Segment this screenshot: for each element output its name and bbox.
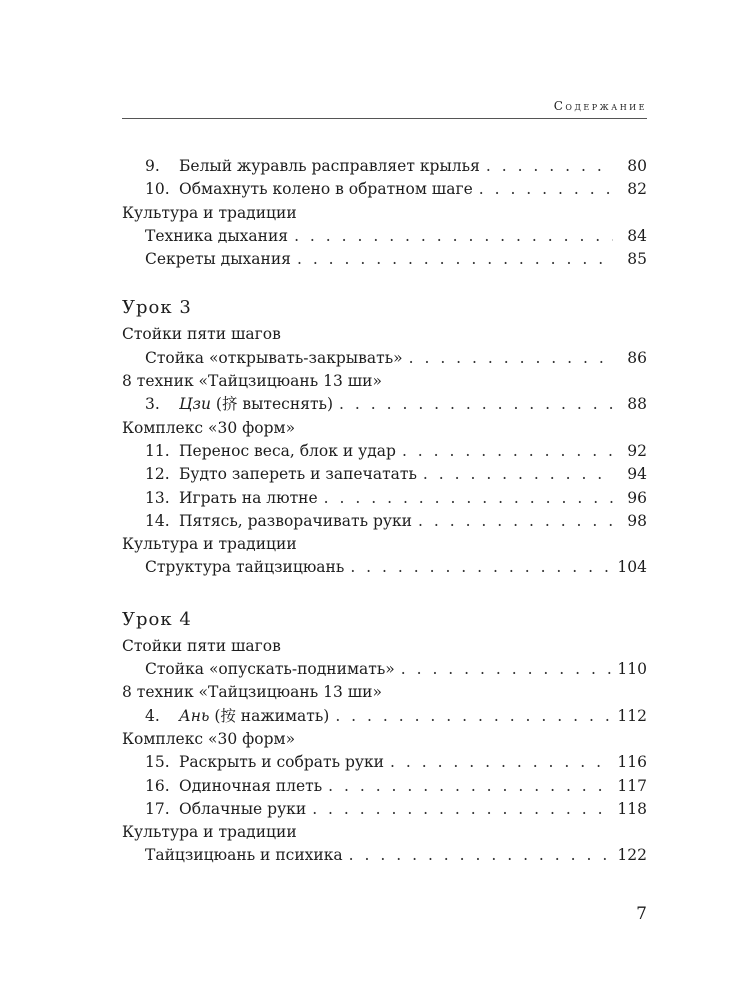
entry-title: Пятясь, разворачивать руки (179, 511, 413, 530)
entry-title: Стойка «опускать-поднимать» (145, 660, 395, 679)
page-number: 7 (636, 904, 647, 924)
entry-number: 16. (145, 776, 170, 795)
entry-title: Секреты дыхания (145, 250, 291, 269)
entry-title: Одиночная плеть (179, 776, 323, 795)
dot-leader (328, 775, 611, 798)
toc-entry[interactable] (122, 225, 647, 248)
entry-title: Белый журавль расправляет крылья (179, 157, 480, 175)
toc-entry[interactable] (122, 798, 647, 821)
entry-page: 116 (617, 753, 647, 772)
entry-title (179, 393, 333, 416)
entry-page: 92 (627, 441, 647, 460)
entry-title: Облачные руки (179, 799, 307, 818)
entry-page: 94 (627, 465, 647, 484)
entry-title (179, 705, 329, 728)
entry-page: 98 (627, 511, 647, 530)
entry-title: Стойка «открывать-закрывать» (145, 348, 403, 367)
entry-number: 4. (145, 706, 160, 725)
entry-number: 12. (145, 465, 170, 484)
entry-page: 118 (617, 799, 647, 818)
toc-entry[interactable] (122, 705, 647, 728)
entry-page: 104 (617, 558, 647, 577)
toc-entry[interactable] (122, 487, 647, 510)
dot-leader (409, 347, 613, 370)
dot-leader (423, 463, 613, 486)
entry-title: Будто запереть и запечатать (179, 465, 417, 484)
toc-entry[interactable] (122, 440, 647, 463)
entry-page: 96 (627, 488, 647, 507)
entry-page: 86 (627, 348, 647, 367)
entry-number: 14. (145, 511, 170, 530)
dot-leader (486, 155, 613, 178)
dot-leader (402, 440, 613, 463)
toc-section-heading[interactable]: 8 техник «Тайцзицюань 13 ши» (122, 372, 382, 391)
dot-leader (335, 705, 611, 728)
entry-page: 122 (617, 846, 647, 865)
dot-leader (297, 248, 613, 271)
dot-leader (401, 658, 612, 681)
entry-page: 110 (617, 660, 647, 679)
dot-leader (350, 556, 611, 579)
entry-number: 17. (145, 799, 170, 818)
toc-section-heading[interactable]: Культура и традиции (122, 823, 297, 842)
dot-leader (479, 178, 613, 201)
entry-title: Раскрыть и собрать руки (179, 753, 385, 772)
dot-leader (349, 844, 612, 867)
entry-title: Играть на лютне (179, 488, 318, 507)
toc-section-heading[interactable]: Комплекс «30 форм» (122, 418, 296, 437)
entry-number: 3. (145, 395, 160, 414)
toc-lesson-heading[interactable]: Урок 4 (122, 608, 192, 630)
toc-entry[interactable] (122, 347, 647, 370)
entry-title-italic: Цзи (179, 395, 211, 414)
toc-lesson-heading[interactable]: Урок 3 (122, 297, 192, 319)
toc-entry[interactable] (122, 844, 647, 867)
toc-entry[interactable] (122, 463, 647, 486)
entry-page: 112 (617, 706, 647, 725)
toc-section-heading[interactable]: Культура и традиции (122, 535, 297, 554)
toc-entry[interactable] (122, 248, 647, 271)
entry-page: 84 (627, 226, 647, 245)
entry-title: Техника дыхания (145, 226, 289, 245)
table-of-contents (122, 155, 647, 868)
entry-page: 82 (627, 180, 647, 199)
running-head: Содержание (553, 99, 647, 113)
toc-entry[interactable] (122, 658, 647, 681)
toc-entry[interactable] (122, 751, 647, 774)
dot-leader (418, 510, 613, 533)
entry-title: Обмахнуть колено в обратном шаге (179, 180, 473, 199)
toc-entry[interactable] (122, 178, 647, 201)
dot-leader (294, 225, 613, 248)
toc-entry[interactable] (122, 556, 647, 579)
toc-section-heading[interactable]: Комплекс «30 форм» (122, 729, 296, 748)
header-rule (122, 118, 647, 119)
toc-entry[interactable] (122, 775, 647, 798)
entry-page: 85 (627, 250, 647, 269)
toc-section-heading[interactable]: 8 техник «Тайцзицюань 13 ши» (122, 683, 382, 702)
entry-title: Тайцзицюань и психика (145, 846, 343, 865)
entry-page: 117 (617, 776, 647, 795)
entry-title: Структура тайцзицюань (145, 558, 345, 577)
toc-entry[interactable] (122, 510, 647, 533)
entry-title-italic: Ань (179, 706, 210, 725)
dot-leader (324, 487, 613, 510)
toc-entry[interactable] (122, 393, 647, 416)
entry-title: Перенос веса, блок и удар (179, 441, 396, 460)
entry-title-rest: (挤 вытеснять) (210, 395, 334, 414)
dot-leader (390, 751, 611, 774)
entry-number: 15. (145, 753, 170, 772)
entry-page: 80 (627, 157, 647, 175)
entry-number: 11. (145, 441, 170, 460)
entry-number: 9. (145, 157, 160, 175)
entry-title-rest: (按 нажимать) (209, 706, 330, 725)
toc-entry[interactable] (122, 155, 647, 178)
toc-section-heading[interactable]: Стойки пяти шагов (122, 325, 281, 344)
dot-leader (339, 393, 613, 416)
entry-page: 88 (627, 395, 647, 414)
entry-number: 13. (145, 488, 170, 507)
dot-leader (312, 798, 611, 821)
toc-section-heading[interactable]: Культура и традиции (122, 203, 297, 222)
toc-section-heading[interactable]: Стойки пяти шагов (122, 636, 281, 655)
entry-number: 10. (145, 180, 170, 199)
